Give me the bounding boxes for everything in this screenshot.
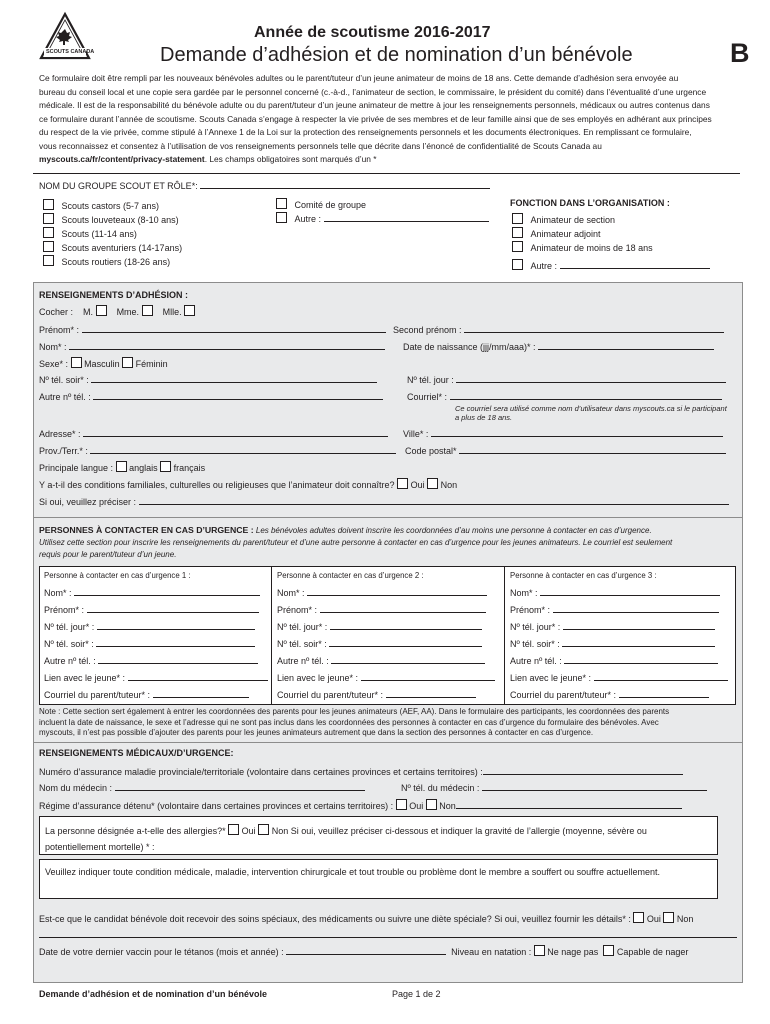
special-care-row	[39, 912, 693, 924]
contact-1-field-label: Nom* :	[44, 588, 72, 598]
committee-label: Comité de groupe	[294, 200, 367, 210]
other-role-option[interactable]	[276, 212, 489, 226]
specify-field[interactable]	[139, 496, 729, 505]
email-note-line: Ce courriel sera utilisé comme nom d’utilisateur dans myscouts.ca si le participant	[455, 404, 727, 413]
dob-field[interactable]	[538, 341, 714, 350]
last-name-row	[39, 341, 385, 352]
contact-3-field-label: Prénom* :	[510, 605, 551, 615]
day-phone-label: Nº tél. jour :	[407, 375, 454, 385]
contact-2-field-label: Nº tél. soir* :	[277, 639, 327, 649]
postal-label: Code postal*	[405, 446, 457, 456]
first-name-field[interactable]	[82, 324, 386, 333]
contact-2-evephone-field[interactable]	[329, 638, 482, 647]
insurance-yes-checkbox[interactable]	[396, 799, 407, 810]
contact-1-field-label: Lien avec le jeune* :	[44, 673, 126, 683]
conditions-row	[39, 478, 457, 490]
function-title: FONCTION DANS L’ORGANISATION :	[510, 198, 670, 208]
contact-3-email-field[interactable]	[619, 689, 709, 698]
email-row	[407, 391, 722, 402]
special-care-yes-label: Oui	[646, 914, 661, 924]
contact-3-field-label: Nº tél. soir* :	[510, 639, 560, 649]
insurance-no-checkbox[interactable]	[426, 799, 437, 810]
contact-3-firstname-field[interactable]	[553, 604, 719, 613]
last-name-label: Nom* :	[39, 342, 67, 352]
contact-2-otherphone-field[interactable]	[331, 655, 485, 664]
intro-line: du respect de la vie privée, comme stipulé à l’Annexe 1 de la Loi sur la protection des renseignements personnels et les documents électroniques. En remplissant ce formulaire,	[39, 127, 692, 137]
function-other-checkbox[interactable]	[512, 259, 523, 270]
function-option[interactable]	[512, 227, 710, 241]
last-name-field[interactable]	[69, 341, 385, 350]
evening-phone-row	[39, 374, 377, 385]
province-label: Prov./Terr.* :	[39, 446, 88, 456]
contact-1-field-label: Prénom* :	[44, 605, 85, 615]
function-option[interactable]	[512, 241, 710, 255]
contact-2-email-field[interactable]	[386, 689, 476, 698]
city-row	[403, 428, 723, 439]
emergency-intro-line: Utilisez cette section pour inscrire les renseignements du parent/tuteur et d’une autre personne à contacter en cas d’urgence pour les jeunes animateurs. Le courriel est seulement	[39, 538, 673, 547]
contact-2-firstname-field[interactable]	[320, 604, 486, 613]
privacy-link[interactable]: myscouts.ca/fr/content/privacy-statement	[39, 154, 205, 164]
male-checkbox[interactable]	[71, 357, 82, 368]
contact-1-field-label: Nº tél. jour* :	[44, 622, 95, 632]
medical-title: RENSEIGNEMENTS MÉDICAUX/D’URGENCE:	[39, 748, 234, 758]
first-name-label: Prénom* :	[39, 325, 80, 335]
swim-label: Niveau en natation :	[451, 947, 532, 957]
intro-line: médicale. Il est de la responsabilité du bénévole adulte ou du parent/tuteur d’un jeune animateur de mettre à jour les renseignements personnels, médicaux ou autres contenus dans	[39, 100, 710, 110]
contact-3-field-label: Nom* :	[510, 588, 538, 598]
contacts-divider	[271, 566, 272, 705]
emergency-intro	[39, 524, 672, 561]
contact-3-field-label: Autre nº tél. :	[510, 656, 562, 666]
other-phone-field[interactable]	[93, 391, 383, 400]
title-mrs-checkbox[interactable]	[142, 305, 153, 316]
allergy-instructions: Non Si oui, veuillez préciser ci-dessous et indiquer la gravité de l’allergie (moyenne, sévère ou	[271, 826, 647, 836]
conditions-label: Veuillez indiquer toute condition médicale, maladie, intervention chirurgicale et tout trouble ou problème dont le membre a souffert ou souffre actuellement.	[45, 867, 661, 877]
contact-3-field-label: Courriel du parent/tuteur* :	[510, 690, 617, 700]
contact-2-field-label: Lien avec le jeune* :	[277, 673, 359, 683]
contact-3-otherphone-field[interactable]	[564, 655, 718, 664]
allergy-question: La personne désignée a-t-elle des allergies?*	[45, 826, 226, 836]
contact-1-otherphone-field[interactable]	[98, 655, 258, 664]
email-label: Courriel* :	[407, 392, 448, 402]
specify-label: Si oui, veuillez préciser :	[39, 497, 137, 507]
other-role-checkbox[interactable]	[276, 212, 287, 223]
title-mr-checkbox[interactable]	[96, 305, 107, 316]
section-option[interactable]	[43, 199, 182, 213]
other-phone-row	[39, 391, 383, 402]
special-care-field[interactable]	[39, 937, 737, 938]
section-list	[43, 199, 182, 269]
form-title: Demande d’adhésion et de nomination d’un bénévole	[160, 44, 633, 66]
province-row	[39, 445, 396, 456]
section-option[interactable]	[43, 213, 182, 227]
function-list	[512, 213, 710, 273]
emergency-note-line: myscouts, il n’est pas possible d’ajouter des parents pour les jeunes animateurs autrement que dans la section des personnes à contacter en cas d’urgence.	[39, 728, 594, 737]
section-label: Scouts (11-14 ans)	[61, 229, 137, 239]
contact-2-relation-field[interactable]	[361, 672, 495, 681]
contacts-divider	[504, 566, 505, 705]
contact-1-dayphone-field[interactable]	[97, 621, 255, 630]
doctor-label: Nom du médecin :	[39, 783, 113, 793]
emergency-intro-line: requis pour le parent/tuteur d’un jeune.	[39, 550, 177, 559]
title-miss-label: Mlle.	[162, 307, 182, 317]
other-role-label: Autre :	[294, 214, 322, 224]
title-row	[39, 305, 195, 317]
contact-3	[510, 571, 728, 706]
doctor-phone-label: Nº tél. du médecin :	[401, 783, 480, 793]
conditions-box[interactable]	[39, 859, 718, 899]
contact-2-field-label: Prénom* :	[277, 605, 318, 615]
contact-2-dayphone-field[interactable]	[330, 621, 482, 630]
section-option[interactable]	[43, 227, 182, 241]
allergy-yes-label: Oui	[241, 826, 256, 836]
function-checkbox[interactable]	[512, 241, 523, 252]
can-swim-label: Capable de nager	[616, 947, 689, 957]
contact-1-field-label: Nº tél. soir* :	[44, 639, 94, 649]
can-swim-checkbox[interactable]	[603, 945, 614, 956]
contact-1-field-label: Autre nº tél. :	[44, 656, 96, 666]
language-row	[39, 461, 205, 473]
intro-line: bureau du conseil local et une copie sera gardée par le personnel concerné (c.-à-d., l’animateur de section, le commissaire, le président du comité) dans l’éventualité d’une urgence	[39, 86, 707, 97]
contact-2-field-label: Nom* :	[277, 588, 305, 598]
function-other-option[interactable]	[512, 259, 710, 273]
evening-phone-label: Nº tél. soir* :	[39, 375, 89, 385]
health-card-field[interactable]	[483, 766, 683, 775]
section-label: Scouts castors (5-7 ans)	[61, 201, 160, 211]
contact-1-evephone-field[interactable]	[96, 638, 255, 647]
intro-line: ce formulaire durant l’année de scoutisme. Scouts Canada s’engage à respecter la vie privée de ses membres et de leur famille ainsi que de ses employés en adhérant aux principes	[39, 113, 712, 124]
contact-1-field-label: Courriel du parent/tuteur* :	[44, 690, 151, 700]
contact-2-name-field[interactable]	[307, 587, 487, 596]
intro-line: vous reconnaissez et consentez à l’utilisation de vos renseignements personnels telle que décrite dans l’énoncé de confidentialité de Scouts Canada au	[39, 140, 602, 151]
committee-list	[276, 198, 489, 226]
emergency-title: PERSONNES À CONTACTER EN CAS D’URGENCE :	[39, 525, 254, 535]
section-option[interactable]	[43, 255, 182, 269]
conditions-question: Y a-t-il des conditions familiales, culturelles ou religieuses que l’animateur doit connaître?	[39, 480, 395, 490]
allergy-no-checkbox[interactable]	[258, 824, 269, 835]
section-option[interactable]	[43, 241, 182, 255]
section-checkbox[interactable]	[43, 199, 54, 210]
language-label: Principale langue :	[39, 463, 114, 473]
evening-phone-field[interactable]	[91, 374, 377, 383]
form-letter: B	[730, 38, 750, 68]
divider	[33, 517, 743, 518]
doctor-field[interactable]	[115, 782, 365, 791]
doctor-phone-row	[401, 782, 707, 793]
french-checkbox[interactable]	[160, 461, 171, 472]
page-number: Page 1 de 2	[392, 989, 441, 999]
group-row	[39, 180, 490, 191]
other-role-field[interactable]	[324, 213, 489, 222]
contact-1-name-field[interactable]	[74, 587, 260, 596]
specify-row	[39, 496, 729, 507]
female-label: Féminin	[135, 359, 168, 369]
special-care-yes-checkbox[interactable]	[633, 912, 644, 923]
other-phone-label: Autre nº tél. :	[39, 392, 91, 402]
english-label: anglais	[129, 463, 158, 473]
function-other-label: Autre :	[530, 261, 558, 271]
sex-row	[39, 357, 168, 369]
divider	[33, 742, 743, 743]
special-care-label: Est-ce que le candidat bénévole doit recevoir des soins spéciaux, des médicaments ou suivre une diète spéciale? Si oui, veuillez fournir les détails* :	[39, 914, 631, 924]
conditions-yes-label: Oui	[410, 480, 425, 490]
intro-line: Ce formulaire doit être rempli par les nouveaux bénévoles adultes ou le parent/tuteur d’un jeune animateur de moins de 18 ans. Cette demande d’adhésion sera envoyée au	[39, 73, 679, 83]
conditions-no-label: Non	[440, 480, 458, 490]
emergency-note-line: incluent la date de naissance, le sexe et l’adresse qui ne sont pas inclus dans les coordonnées des personnes à contacter en cas d’urgence du formulaire des bénévoles. Avec	[39, 717, 659, 727]
contact-3-title: Personne à contacter en cas d’urgence 3 :	[510, 571, 657, 580]
contact-3-evephone-field[interactable]	[562, 638, 715, 647]
female-checkbox[interactable]	[122, 357, 133, 368]
intro-suffix: . Les champs obligatoires sont marqués d’un *	[204, 154, 377, 164]
emergency-note	[39, 707, 669, 739]
contact-1-firstname-field[interactable]	[87, 604, 259, 613]
city-field[interactable]	[431, 428, 723, 437]
scouts-canada-logo	[39, 11, 95, 63]
allergy-instructions-2: potentiellement mortelle) * :	[45, 842, 155, 852]
section-label: Scouts aventuriers (14-17ans)	[61, 243, 183, 253]
committee-option[interactable]	[276, 198, 489, 212]
check-label: Cocher :	[39, 307, 74, 317]
insurance-no-label: Non	[439, 801, 456, 811]
contact-2-field-label: Courriel du parent/tuteur* :	[277, 690, 384, 700]
dob-label: Date de naissance (jjj/mm/aaa)* :	[403, 342, 536, 352]
function-checkbox[interactable]	[512, 213, 523, 224]
function-label: Animateur de section	[530, 215, 616, 225]
first-name-row	[39, 324, 386, 335]
health-card-label: Numéro d’assurance maladie provinciale/territoriale (volontaire dans certaines provinces et certains territoires) :	[39, 767, 483, 777]
contact-3-relation-field[interactable]	[594, 672, 728, 681]
contact-1-relation-field[interactable]	[128, 672, 268, 681]
logo-text: SCOUTS CANADA	[46, 49, 95, 55]
no-swim-checkbox[interactable]	[534, 945, 545, 956]
group-field[interactable]	[200, 180, 490, 189]
second-name-row	[393, 324, 724, 335]
sex-label: Sexe* :	[39, 359, 69, 369]
french-label: français	[173, 463, 206, 473]
tetanus-field[interactable]	[286, 946, 446, 955]
group-label: NOM DU GROUPE SCOUT ET RÔLE*:	[39, 181, 198, 191]
function-checkbox[interactable]	[512, 227, 523, 238]
year-title: Année de scoutisme 2016-2017	[254, 24, 491, 41]
emergency-note-line: Note : Cette section sert également à entrer les coordonnées des parents pour les jeunes animateurs (AEF, AA). Dans le formulaire des participants, les coordonnées des parents	[39, 707, 670, 716]
membership-title: RENSEIGNEMENTS D’ADHÉSION :	[39, 290, 189, 300]
section-checkbox[interactable]	[43, 241, 54, 252]
title-miss-checkbox[interactable]	[184, 305, 195, 316]
function-other-field[interactable]	[560, 260, 710, 269]
doctor-row	[39, 782, 365, 793]
insurance-yes-label: Oui	[409, 801, 424, 811]
section-checkbox[interactable]	[43, 227, 54, 238]
tetanus-label: Date de votre dernier vaccin pour le tétanos (mois et année) :	[39, 947, 284, 957]
second-name-field[interactable]	[464, 324, 724, 333]
allergy-yes-checkbox[interactable]	[228, 824, 239, 835]
no-swim-label: Ne nage pas	[547, 947, 599, 957]
english-checkbox[interactable]	[116, 461, 127, 472]
male-label: Masculin	[84, 359, 120, 369]
special-care-no-label: Non	[676, 914, 694, 924]
contact-3-field-label: Nº tél. jour* :	[510, 622, 561, 632]
dob-row	[403, 341, 714, 352]
section-checkbox[interactable]	[43, 213, 54, 224]
function-label: Animateur adjoint	[530, 229, 601, 239]
day-phone-field[interactable]	[456, 374, 726, 383]
insurance-field[interactable]	[456, 800, 682, 809]
insurance-label: Régime d’assurance détenu* (volontaire dans certaines provinces et certains territoires) :	[39, 801, 394, 811]
section-label: Scouts routiers (18-26 ans)	[61, 257, 171, 267]
email-note-line: a plus de 18 ans.	[455, 413, 513, 422]
function-option[interactable]	[512, 213, 710, 227]
section-label: Scouts louveteaux (8-10 ans)	[61, 215, 179, 225]
province-field[interactable]	[90, 445, 396, 454]
emergency-intro-line: Les bénévoles adultes doivent inscrire les coordonnées d’au moins une personne à contacter en cas d’urgence.	[253, 526, 652, 535]
address-row	[39, 428, 388, 439]
day-phone-row	[407, 374, 726, 385]
title-mr-label: M.	[83, 307, 94, 317]
intro-text	[39, 72, 744, 167]
footer-title: Demande d’adhésion et de nomination d’un bénévole	[39, 989, 268, 999]
doctor-phone-field[interactable]	[482, 782, 707, 791]
contact-1-email-field[interactable]	[153, 689, 249, 698]
insurance-row	[39, 799, 682, 811]
tetanus-row	[39, 945, 688, 957]
address-field[interactable]	[83, 428, 388, 437]
postal-row	[405, 445, 726, 456]
contact-2-field-label: Nº tél. jour* :	[277, 622, 328, 632]
email-field[interactable]	[450, 391, 722, 400]
function-label: Animateur de moins de 18 ans	[530, 243, 653, 253]
city-label: Ville* :	[403, 429, 429, 439]
contact-2-title: Personne à contacter en cas d’urgence 2 :	[277, 571, 424, 580]
contact-1	[44, 571, 268, 706]
health-card-row	[39, 766, 683, 777]
allergy-row	[45, 823, 647, 855]
contact-3-dayphone-field[interactable]	[563, 621, 715, 630]
contact-2	[277, 571, 495, 706]
conditions-no-checkbox[interactable]	[427, 478, 438, 489]
second-name-label: Second prénom :	[393, 325, 462, 335]
conditions-yes-checkbox[interactable]	[397, 478, 408, 489]
section-checkbox[interactable]	[43, 255, 54, 266]
title-mrs-label: Mme.	[116, 307, 140, 317]
contact-3-name-field[interactable]	[540, 587, 720, 596]
contact-2-field-label: Autre nº tél. :	[277, 656, 329, 666]
postal-field[interactable]	[459, 445, 726, 454]
contact-3-field-label: Lien avec le jeune* :	[510, 673, 592, 683]
email-note	[455, 404, 727, 422]
divider	[33, 173, 740, 174]
special-care-no-checkbox[interactable]	[663, 912, 674, 923]
contact-1-title: Personne à contacter en cas d’urgence 1 :	[44, 571, 191, 580]
committee-checkbox[interactable]	[276, 198, 287, 209]
address-label: Adresse* :	[39, 429, 81, 439]
